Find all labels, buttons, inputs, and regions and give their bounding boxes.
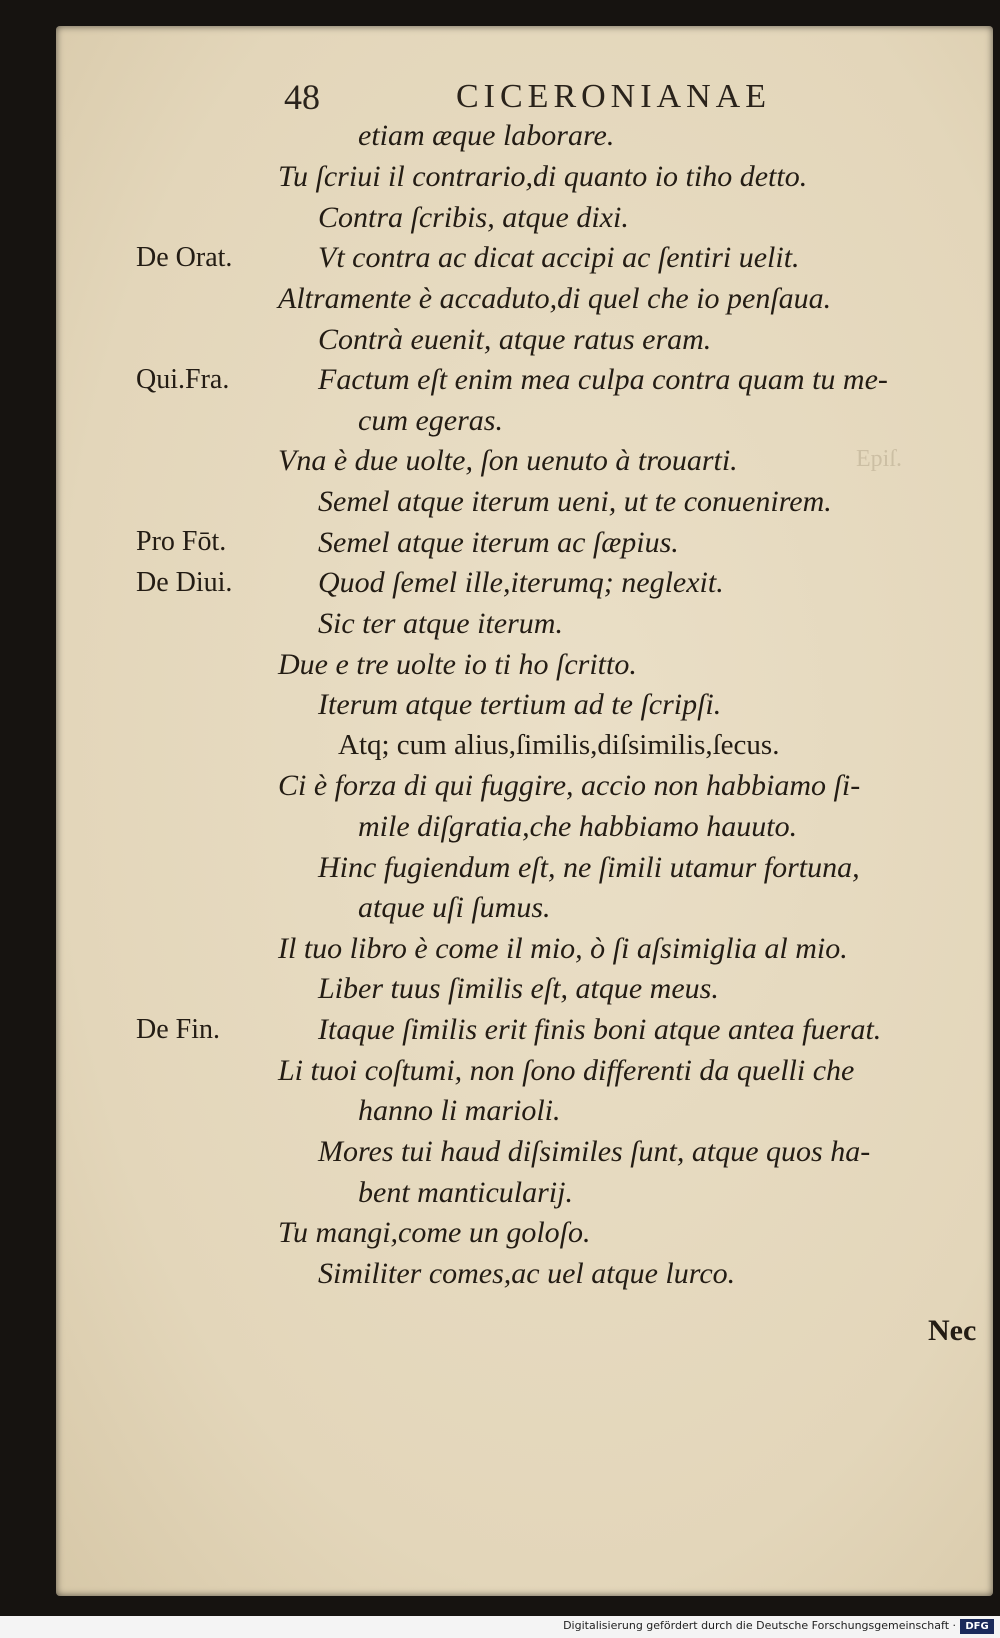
running-title: CICERONIANAE bbox=[456, 78, 771, 115]
text-line: Li tuoi coſtumi, non ſono differenti da quelli che bbox=[278, 1054, 855, 1087]
text-line: Il tuo libro è come il mio, ò ſi aſsimiglia al mio. bbox=[278, 932, 848, 965]
text-line: Quod ſemel ille,iterumq; neglexit. bbox=[318, 566, 724, 599]
text-line: Vna è due uolte, ſon uenuto à trouarti. bbox=[278, 444, 738, 477]
show-through-text: Epiſ. bbox=[856, 446, 902, 472]
text-line: mile diſgratia,che habbiamo hauuto. bbox=[358, 810, 798, 843]
text-line: Contrà euenit, atque ratus eram. bbox=[318, 323, 712, 356]
text-line: Factum eſt enim mea culpa contra quam tu me- bbox=[318, 363, 888, 396]
margin-note: Qui.Fra. bbox=[136, 364, 230, 395]
text-line: Tu ſcriui il contrario,di quanto io tiho detto. bbox=[278, 160, 808, 193]
funding-credit: Digitalisierung gefördert durch die Deutsche Forschungsgemeinschaft · bbox=[563, 1619, 956, 1632]
text-line: Atq; cum alius,ſimilis,diſsimilis,ſecus. bbox=[338, 729, 780, 761]
text-line: Liber tuus ſimilis eſt, atque meus. bbox=[318, 972, 719, 1005]
text-line: Vt contra ac dicat accipi ac ſentiri uelit. bbox=[318, 241, 800, 274]
text-line: Due e tre uolte io ti ho ſcritto. bbox=[278, 648, 637, 681]
dfg-logo-icon: DFG bbox=[960, 1619, 994, 1634]
text-line: Contra ſcribis, atque dixi. bbox=[318, 201, 629, 234]
text-line: atque uſi ſumus. bbox=[358, 891, 551, 924]
margin-note: De Diui. bbox=[136, 567, 233, 598]
book-page bbox=[56, 26, 993, 1596]
catchword: Nec bbox=[928, 1314, 977, 1347]
text-line: Similiter comes,ac uel atque lurco. bbox=[318, 1257, 736, 1290]
text-line: hanno li marioli. bbox=[358, 1094, 561, 1127]
margin-note: Pro Fōt. bbox=[136, 526, 227, 557]
text-line: Tu mangi,come un goloſo. bbox=[278, 1216, 591, 1249]
text-line: Sic ter atque iterum. bbox=[318, 607, 563, 640]
text-line: Semel atque iterum ac ſæpius. bbox=[318, 526, 679, 559]
text-line: Mores tui haud diſsimiles ſunt, atque quos ha- bbox=[318, 1135, 871, 1168]
text-line: bent manticularij. bbox=[358, 1176, 573, 1209]
text-line: Iterum atque tertium ad te ſcripſi. bbox=[318, 688, 722, 721]
text-line: cum egeras. bbox=[358, 404, 503, 437]
text-line: Semel atque iterum ueni, ut te conuenirem. bbox=[318, 485, 832, 518]
text-line: etiam æque laborare. bbox=[358, 119, 615, 152]
text-line: Itaque ſimilis erit finis boni atque antea fuerat. bbox=[318, 1013, 882, 1046]
text-line: Altramente è accaduto,di quel che io penſaua. bbox=[278, 282, 832, 315]
margin-note: De Orat. bbox=[136, 242, 233, 273]
text-line: Hinc fugiendum eſt, ne ſimili utamur fortuna, bbox=[318, 851, 860, 884]
text-line: Ci è forza di qui fuggire, accio non habbiamo ſi- bbox=[278, 769, 861, 802]
page-number: 48 bbox=[284, 77, 320, 117]
margin-note: De Fin. bbox=[136, 1014, 220, 1045]
footer-bar bbox=[0, 1616, 1000, 1638]
